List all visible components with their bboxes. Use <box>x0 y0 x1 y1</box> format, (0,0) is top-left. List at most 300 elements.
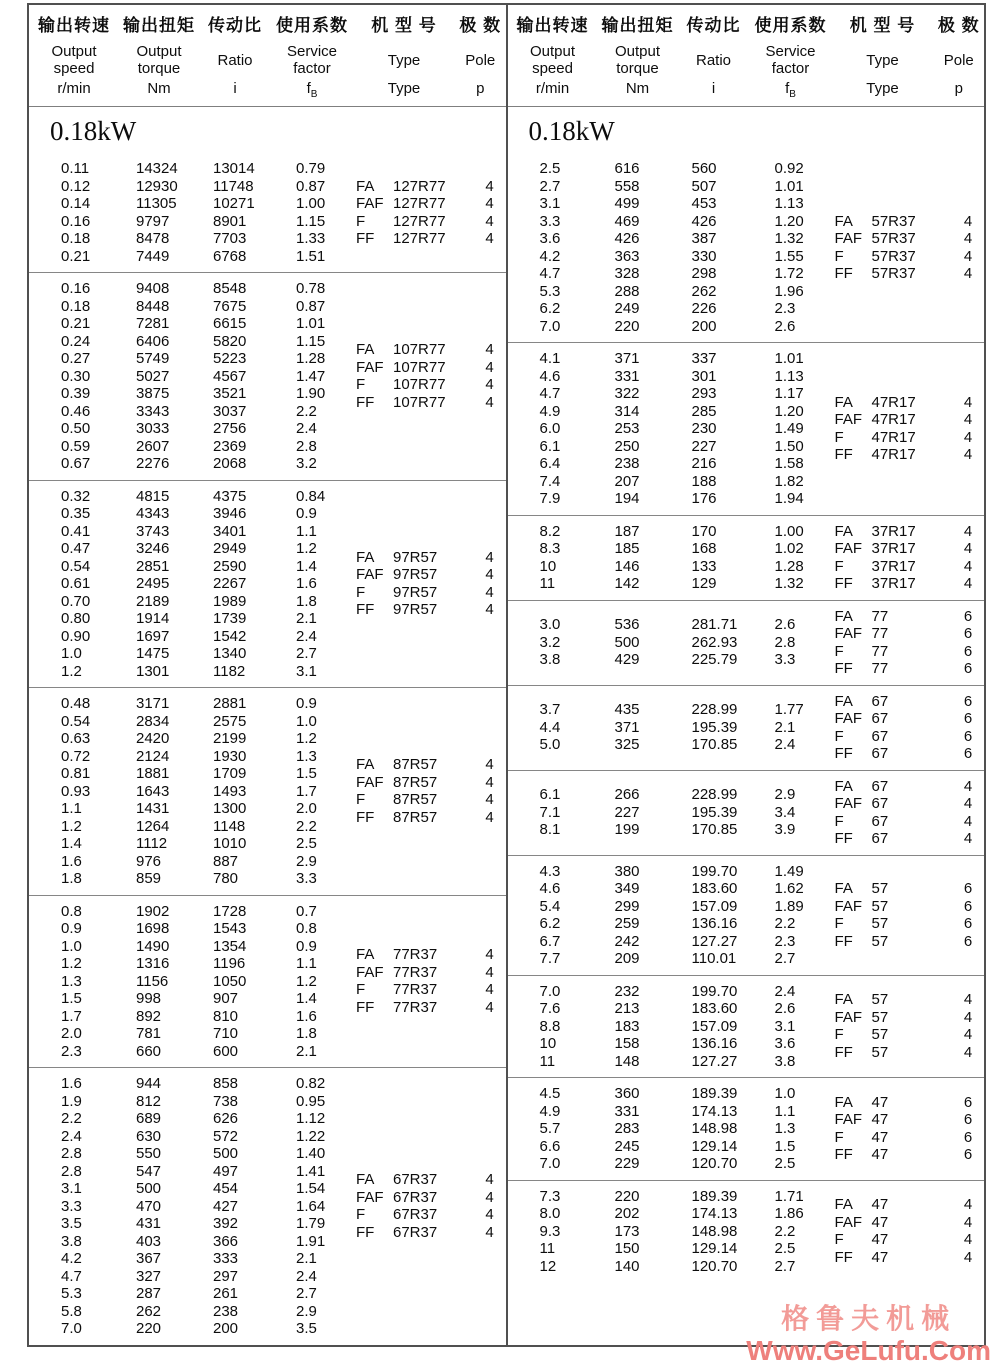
pole-value: 4 <box>963 777 973 795</box>
data-row <box>61 178 356 196</box>
cell-service-factor: 1.12 <box>296 1110 326 1127</box>
pole-value: 4 <box>485 1188 494 1206</box>
type-row <box>835 1249 987 1267</box>
watermark <box>746 1303 991 1366</box>
type-prefix: F <box>834 727 844 745</box>
data-row <box>540 1000 835 1018</box>
cell-output-speed: 2.2 <box>61 1110 82 1127</box>
cell-output-speed: 0.32 <box>61 487 91 505</box>
cell-output-speed: 5.3 <box>539 282 561 300</box>
header-label-en-pole <box>934 42 985 78</box>
data-row <box>61 1093 356 1111</box>
cell-output-torque: 1698 <box>136 920 170 937</box>
cell-output-torque: 859 <box>136 870 162 887</box>
data-row <box>540 283 835 301</box>
data-row <box>540 1053 835 1071</box>
cell-output-speed: 1.5 <box>61 990 82 1007</box>
cell-service-factor: 2.4 <box>296 1267 317 1285</box>
cell-output-speed: 2.0 <box>61 1025 82 1042</box>
cell-service-factor: 2.8 <box>774 633 796 651</box>
type-code: 77 <box>871 625 889 642</box>
cell-ratio: 216 <box>691 455 717 472</box>
type-prefix: F <box>356 583 366 601</box>
type-code: 67 <box>871 830 889 847</box>
data-row <box>61 230 356 248</box>
cell-output-speed: 0.80 <box>61 610 91 627</box>
cell-output-torque: 660 <box>136 1042 162 1060</box>
type-code: 67R37 <box>393 1223 438 1241</box>
type-list <box>835 880 987 950</box>
pole-value: 4 <box>485 1223 494 1241</box>
type-row <box>356 566 508 584</box>
cell-ratio: 453 <box>691 195 717 212</box>
type-prefix: FAF <box>834 411 863 429</box>
data-row <box>61 903 356 921</box>
cell-output-speed: 5.4 <box>539 897 561 915</box>
cell-ratio: 174.13 <box>691 1102 738 1120</box>
header-label-zh-output-torque: 输出扭矩 <box>123 16 195 35</box>
cell-output-speed: 3.7 <box>539 701 561 719</box>
cell-ratio: 129.14 <box>691 1240 738 1257</box>
cell-ratio: 228.99 <box>691 786 738 804</box>
cell-ratio: 176 <box>691 490 717 507</box>
type-row <box>835 1129 987 1147</box>
cell-output-speed: 4.7 <box>539 265 561 282</box>
pole-value: 4 <box>485 963 494 981</box>
pole-value: 4 <box>485 756 494 774</box>
cell-output-speed: 0.47 <box>61 540 91 557</box>
cell-output-torque: 249 <box>614 300 640 317</box>
cell-output-torque: 469 <box>614 212 640 230</box>
cell-output-speed: 7.0 <box>539 1155 561 1172</box>
type-row <box>835 523 987 541</box>
cell-output-speed: 5.3 <box>61 1285 82 1302</box>
type-code: 47 <box>871 1146 889 1164</box>
cell-output-speed: 3.3 <box>539 212 561 230</box>
type-row <box>835 728 987 746</box>
data-row <box>61 1145 356 1163</box>
type-code: 87R57 <box>393 791 438 809</box>
cell-output-speed: 6.7 <box>539 932 561 950</box>
pole-value: 4 <box>485 998 494 1016</box>
cell-service-factor: 1.6 <box>296 1007 317 1025</box>
cell-ratio: 227 <box>691 437 717 455</box>
cell-ratio: 297 <box>213 1267 239 1285</box>
cell-output-speed: 4.5 <box>539 1085 561 1102</box>
cell-output-torque: 9408 <box>136 280 170 297</box>
data-row <box>61 920 356 938</box>
header-label-en-text: Ratio <box>695 51 732 69</box>
cell-output-torque: 812 <box>136 1092 162 1110</box>
cell-service-factor: 2.4 <box>296 627 317 645</box>
cell-ratio: 1542 <box>213 627 247 645</box>
header-col-output-speed <box>508 12 598 106</box>
data-row <box>61 160 356 178</box>
pole-value: 4 <box>963 522 973 540</box>
type-prefix: FAF <box>834 710 863 727</box>
data-row <box>61 990 356 1008</box>
cell-service-factor: 1.72 <box>774 265 804 282</box>
cell-output-speed: 1.4 <box>61 835 82 852</box>
cell-output-torque: 12930 <box>136 177 178 195</box>
cell-ratio: 168 <box>691 540 717 557</box>
cell-output-speed: 2.8 <box>61 1162 82 1180</box>
header-label-zh-output-speed: 输出转速 <box>38 16 110 35</box>
data-row <box>540 420 835 438</box>
cell-ratio: 129.14 <box>691 1137 738 1155</box>
data-row <box>540 1155 835 1173</box>
data-row <box>61 213 356 231</box>
data-rows <box>29 280 356 473</box>
cell-service-factor: 1.2 <box>296 540 317 557</box>
cell-ratio: 780 <box>213 870 239 887</box>
type-row <box>356 946 508 964</box>
cell-output-torque: 146 <box>614 557 640 575</box>
cell-ratio: 330 <box>691 247 717 265</box>
type-row <box>835 933 987 951</box>
type-code: 127R77 <box>393 212 446 230</box>
cell-output-speed: 6.4 <box>539 455 561 472</box>
cell-service-factor: 1.20 <box>774 402 804 420</box>
header-unit-type: Type <box>387 80 421 97</box>
header-label-en-output-torque <box>119 42 199 78</box>
data-row <box>61 1285 356 1303</box>
cell-output-torque: 616 <box>614 160 640 177</box>
header-label-en-text: Ratio <box>217 51 253 69</box>
cell-output-torque: 238 <box>614 455 640 472</box>
header-label-en-text: Output torque <box>614 43 661 77</box>
cell-ratio: 5820 <box>213 332 247 350</box>
cell-output-torque: 3343 <box>136 402 170 420</box>
type-list <box>356 756 508 826</box>
cell-output-speed: 6.2 <box>539 300 561 317</box>
type-row <box>835 1196 987 1214</box>
cell-output-torque: 3171 <box>136 695 170 712</box>
header-label-en-output-speed <box>29 42 119 78</box>
cell-service-factor: 2.4 <box>296 420 317 437</box>
data-row <box>540 385 835 403</box>
cell-output-torque: 630 <box>136 1127 162 1145</box>
data-row <box>61 1008 356 1026</box>
type-code: 47 <box>871 1093 889 1111</box>
cell-ratio: 5223 <box>213 350 247 367</box>
pole-value: 4 <box>963 428 973 446</box>
pole-value: 4 <box>485 583 494 601</box>
cell-ratio: 261 <box>213 1285 239 1302</box>
cell-service-factor: 1.2 <box>296 730 317 747</box>
gear-block <box>29 1067 506 1345</box>
type-code: 57 <box>871 1008 889 1026</box>
type-row <box>356 601 508 619</box>
cell-ratio: 1739 <box>213 610 247 627</box>
pole-value: 4 <box>963 393 973 411</box>
cell-output-speed: 6.0 <box>539 420 561 437</box>
cell-ratio: 136.16 <box>691 915 738 932</box>
cell-service-factor: 1.2 <box>296 972 317 990</box>
data-row <box>540 1258 835 1276</box>
cell-ratio: 3037 <box>213 402 247 420</box>
data-row <box>540 575 835 593</box>
type-code: 107R77 <box>393 376 446 394</box>
cell-service-factor: 2.7 <box>774 1257 796 1275</box>
type-row <box>356 1189 508 1207</box>
type-code: 87R57 <box>393 756 438 774</box>
data-row <box>540 265 835 283</box>
type-row <box>356 549 508 567</box>
cell-output-speed: 3.3 <box>61 1197 82 1215</box>
cell-ratio: 170.85 <box>691 736 738 754</box>
cell-ratio: 157.09 <box>691 1017 738 1035</box>
cell-output-speed: 11 <box>539 575 556 592</box>
cell-output-speed: 8.8 <box>539 1017 561 1035</box>
cell-output-torque: 140 <box>614 1257 640 1275</box>
cell-service-factor: 2.8 <box>296 437 317 455</box>
type-prefix: FAF <box>356 963 384 981</box>
type-row <box>835 710 987 728</box>
cell-service-factor: 1.94 <box>774 490 804 507</box>
type-row <box>356 1206 508 1224</box>
cell-service-factor: 1.82 <box>774 472 804 490</box>
header-label-en-text: Output speed <box>51 43 97 77</box>
pole-value: 6 <box>963 1093 973 1111</box>
power-rating: 0.18kW <box>50 116 137 146</box>
pole-value: 6 <box>963 625 973 642</box>
data-row <box>61 315 356 333</box>
type-code: 87R57 <box>393 808 438 826</box>
cell-service-factor: 1.54 <box>296 1180 326 1197</box>
data-row <box>540 1188 835 1206</box>
cell-output-speed: 6.6 <box>539 1137 561 1155</box>
cell-output-speed: 0.18 <box>61 297 91 315</box>
data-row <box>540 213 835 231</box>
header-label-en-text: Service factor <box>286 43 338 77</box>
type-row <box>835 745 987 763</box>
type-code: 107R77 <box>393 358 446 376</box>
type-code: 47R17 <box>871 446 916 464</box>
type-row <box>356 341 508 359</box>
cell-ratio: 238 <box>213 1302 239 1320</box>
cell-service-factor: 1.50 <box>774 437 804 455</box>
type-code: 57 <box>871 915 889 932</box>
cell-service-factor: 0.84 <box>296 487 326 505</box>
cell-output-speed: 11 <box>539 1052 556 1070</box>
header-label-en-output-speed <box>508 42 598 78</box>
header-unit-pole: p <box>954 80 963 97</box>
pole-value: 4 <box>485 946 494 964</box>
cell-output-torque: 1316 <box>136 955 170 972</box>
type-row <box>356 1224 508 1242</box>
data-row <box>61 663 356 681</box>
cell-output-speed: 2.7 <box>539 177 561 195</box>
cell-output-torque: 2607 <box>136 437 170 455</box>
cell-output-speed: 0.54 <box>61 712 91 730</box>
data-rows <box>29 903 356 1061</box>
cell-output-speed: 0.90 <box>61 627 91 645</box>
type-code: 47 <box>871 1248 889 1266</box>
cell-output-speed: 12 <box>539 1257 557 1275</box>
type-row <box>835 813 987 831</box>
cell-output-speed: 4.1 <box>539 350 561 367</box>
header-label-zh-pole: 极 数 <box>937 16 980 35</box>
pole-value: 4 <box>485 393 494 411</box>
type-code: 77 <box>871 660 889 677</box>
type-code: 97R57 <box>393 566 438 584</box>
cell-service-factor: 1.01 <box>296 315 326 332</box>
type-code: 67 <box>871 710 889 727</box>
cell-output-torque: 547 <box>136 1162 162 1180</box>
cell-ratio: 1930 <box>213 747 247 765</box>
data-row <box>61 385 356 403</box>
data-rows <box>508 1188 835 1276</box>
cell-output-torque: 220 <box>614 1187 640 1205</box>
pole-value: 4 <box>485 1171 494 1189</box>
cell-output-speed: 0.27 <box>61 350 91 367</box>
cell-service-factor: 1.17 <box>774 385 804 402</box>
cell-output-speed: 4.6 <box>539 880 561 897</box>
cell-output-torque: 781 <box>136 1025 162 1042</box>
pole-value: 4 <box>485 808 494 826</box>
type-code: 97R57 <box>393 583 438 601</box>
header-label-en-text: Output speed <box>529 43 576 77</box>
pole-value: 4 <box>963 812 973 830</box>
cell-ratio: 157.09 <box>691 897 738 915</box>
type-prefix: FAF <box>834 230 863 247</box>
cell-output-torque: 7449 <box>136 247 170 265</box>
cell-service-factor: 1.0 <box>774 1085 796 1102</box>
pole-value: 4 <box>963 991 973 1009</box>
cell-service-factor: 2.7 <box>774 950 796 967</box>
cell-output-speed: 1.2 <box>61 955 82 972</box>
type-prefix: FAF <box>356 773 384 791</box>
cell-output-speed: 4.9 <box>539 402 561 420</box>
cell-service-factor: 2.5 <box>296 835 317 852</box>
cell-ratio: 1182 <box>213 662 246 680</box>
cell-ratio: 1010 <box>213 835 247 852</box>
cell-output-speed: 7.0 <box>539 317 561 335</box>
unit-subscript: B <box>789 89 796 100</box>
cell-service-factor: 3.9 <box>774 821 796 839</box>
type-code: 47R17 <box>871 428 916 446</box>
type-code: 57 <box>871 1026 889 1044</box>
cell-service-factor: 2.3 <box>774 932 796 950</box>
cell-output-speed: 3.8 <box>539 651 561 669</box>
type-row <box>835 230 987 248</box>
cell-service-factor: 0.87 <box>296 177 326 195</box>
cell-output-speed: 10 <box>539 1035 557 1052</box>
header-label-en-text: Type <box>387 51 421 69</box>
unit-subscript: B <box>310 89 318 100</box>
type-list <box>835 1094 987 1164</box>
data-row <box>540 863 835 881</box>
cell-output-speed: 0.48 <box>61 695 91 712</box>
cell-output-torque: 371 <box>614 718 640 736</box>
cell-output-torque: 299 <box>614 897 640 915</box>
table-header <box>29 5 506 107</box>
type-row <box>356 999 508 1017</box>
type-row <box>356 178 508 196</box>
cell-service-factor: 2.4 <box>774 736 796 754</box>
cell-output-torque: 500 <box>614 633 640 651</box>
pole-value: 4 <box>485 566 494 584</box>
data-row <box>540 1018 835 1036</box>
header-col-type <box>832 12 934 106</box>
pole-value: 4 <box>963 557 973 575</box>
cell-service-factor: 1.89 <box>774 897 804 915</box>
cell-service-factor: 1.20 <box>774 212 804 230</box>
data-row <box>61 280 356 298</box>
cell-output-torque: 1431 <box>136 800 170 817</box>
data-row <box>61 1043 356 1061</box>
cell-ratio: 189.39 <box>691 1187 738 1205</box>
cell-ratio: 3521 <box>213 385 247 402</box>
data-row <box>540 455 835 473</box>
header-label-zh-ratio: 传动比 <box>208 16 262 35</box>
cell-ratio: 285 <box>691 402 717 420</box>
cell-output-torque: 2420 <box>136 730 170 747</box>
header-unit-pole: p <box>476 80 485 97</box>
data-rows <box>29 160 356 265</box>
cell-service-factor: 2.1 <box>296 1250 317 1267</box>
type-row <box>835 1231 987 1249</box>
unit-main: f <box>785 80 790 97</box>
type-row <box>835 1111 987 1129</box>
gear-block <box>508 1077 985 1180</box>
type-row <box>356 359 508 377</box>
cell-service-factor: 3.4 <box>774 803 796 821</box>
cell-service-factor: 1.15 <box>296 332 326 350</box>
header-col-pole <box>934 12 985 106</box>
pole-value: 6 <box>963 932 973 950</box>
cell-service-factor: 3.1 <box>774 1017 796 1035</box>
data-row <box>61 505 356 523</box>
header-label-en-service-factor <box>271 42 353 78</box>
cell-service-factor: 1.51 <box>296 247 326 265</box>
pole-value: 4 <box>963 830 973 847</box>
header-label-zh-service-factor: 使用系数 <box>276 16 348 35</box>
cell-service-factor: 2.6 <box>774 1000 796 1017</box>
cell-service-factor: 1.28 <box>296 350 326 367</box>
type-code: 37R17 <box>871 557 916 575</box>
data-row <box>61 1163 356 1181</box>
cell-output-speed: 0.41 <box>61 522 91 540</box>
cell-output-torque: 1264 <box>136 817 170 835</box>
type-list <box>835 778 987 848</box>
cell-service-factor: 2.4 <box>774 982 796 1000</box>
type-row <box>835 1044 987 1062</box>
cell-output-torque: 253 <box>614 420 640 437</box>
cell-service-factor: 0.78 <box>296 280 326 297</box>
pole-value: 6 <box>963 607 973 625</box>
cell-ratio: 2756 <box>213 420 247 437</box>
pole-value: 4 <box>485 195 494 212</box>
data-row <box>61 333 356 351</box>
pole-value: 4 <box>485 212 494 230</box>
type-row <box>835 1146 987 1164</box>
cell-service-factor: 3.3 <box>296 870 317 887</box>
type-code: 57 <box>871 897 889 915</box>
gear-block <box>508 685 985 770</box>
cell-service-factor: 1.28 <box>774 557 804 575</box>
cell-output-speed: 7.0 <box>61 1320 82 1337</box>
cell-service-factor: 1.32 <box>774 575 804 592</box>
cell-ratio: 228.99 <box>691 701 738 719</box>
data-row <box>540 160 835 178</box>
type-row <box>835 830 987 848</box>
type-prefix: FF <box>356 998 375 1016</box>
cell-output-torque: 8478 <box>136 230 170 247</box>
data-row <box>540 1138 835 1156</box>
cell-service-factor: 3.1 <box>296 662 317 680</box>
